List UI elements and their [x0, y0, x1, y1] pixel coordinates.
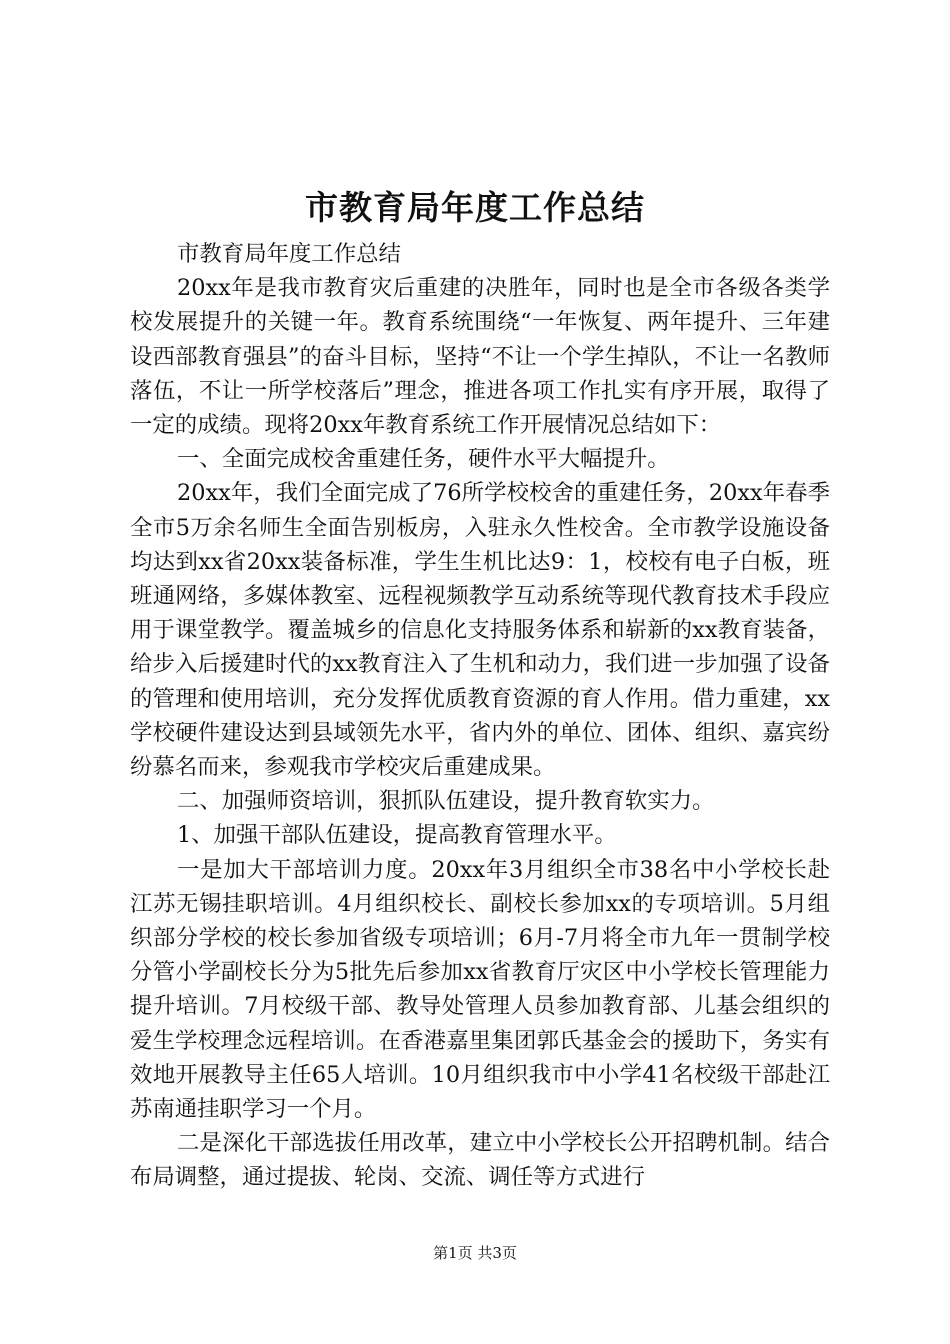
document-body: [130, 237, 830, 1195]
section-heading: 二、加强师资培训，狠抓队伍建设，提升教育软实力。: [177, 788, 715, 815]
paragraph: 20xx年是我市教育灾后重建的决胜年，同时也是全市各级各类学校发展提升的关键一年。教育系统围绕“一年恢复、两年提升、三年建设西部教育强县”的奋斗目标，坚持“不让一个学生掉队，不让一名教师落伍，不让一所学校落后”理念，推进各项工作扎实有序开展，取得了一定的成绩。现将20xx年教育系统工作开展情况总结如下：: [130, 275, 830, 439]
paragraph: 二是深化干部选拔任用改革，建立中小学校长公开招聘机制。结合布局调整，通过提拔、轮岗、交流、调任等方式进行: [130, 1130, 830, 1191]
page-footer: 第1页 共3页: [433, 1244, 517, 1262]
paragraph: 一是加大干部培训力度。20xx年3月组织全市38名中小学校长赴江苏无锡挂职培训。4月组织校长、副校长参加xx的专项培训。5月组织部分学校的校长参加省级专项培训；6月-7月将全市九年一贯制学校分管小学副校长分为5批先后参加xx省教育厅灾区中小学校长管理能力提升培训。7月校级干部、教导处管理人员参加教育部、儿基会组织的爱生学校理念远程培训。在香港嘉里集团郭氏基金会的援助下，务实有效地开展教导主任65人培训。10月组织我市中小学41名校级干部赴江苏南通挂职学习一个月。: [130, 856, 830, 1123]
paragraph: 市教育局年度工作总结: [177, 241, 401, 267]
document-title: 市教育局年度工作总结: [305, 188, 645, 227]
subsection-heading: 1、加强干部队伍建设，提高教育管理水平。: [177, 822, 617, 849]
section-heading: 一、全面完成校舍重建任务，硬件水平大幅提升。: [177, 446, 670, 473]
paragraph: 20xx年，我们全面完成了76所学校校舍的重建任务，20xx年春季全市5万余名师生全面告别板房，入驻永久性校舍。全市教学设施设备均达到xx省20xx装备标准，学生生机比达9：1，校校有电子白板，班班通网络，多媒体教室、远程视频教学互动系统等现代教育技术手段应用于课堂教学。覆盖城乡的信息化支持服务体系和崭新的xx教育装备，给步入后援建时代的xx教育注入了生机和动力，我们进一步加强了设备的管理和使用培训，充分发挥优质教育资源的育人作用。借力重建，xx学校硬件建设达到县域领先水平，省内外的单位、团体、组织、嘉宾纷纷慕名而来，参观我市学校灾后重建成果。: [130, 480, 830, 781]
